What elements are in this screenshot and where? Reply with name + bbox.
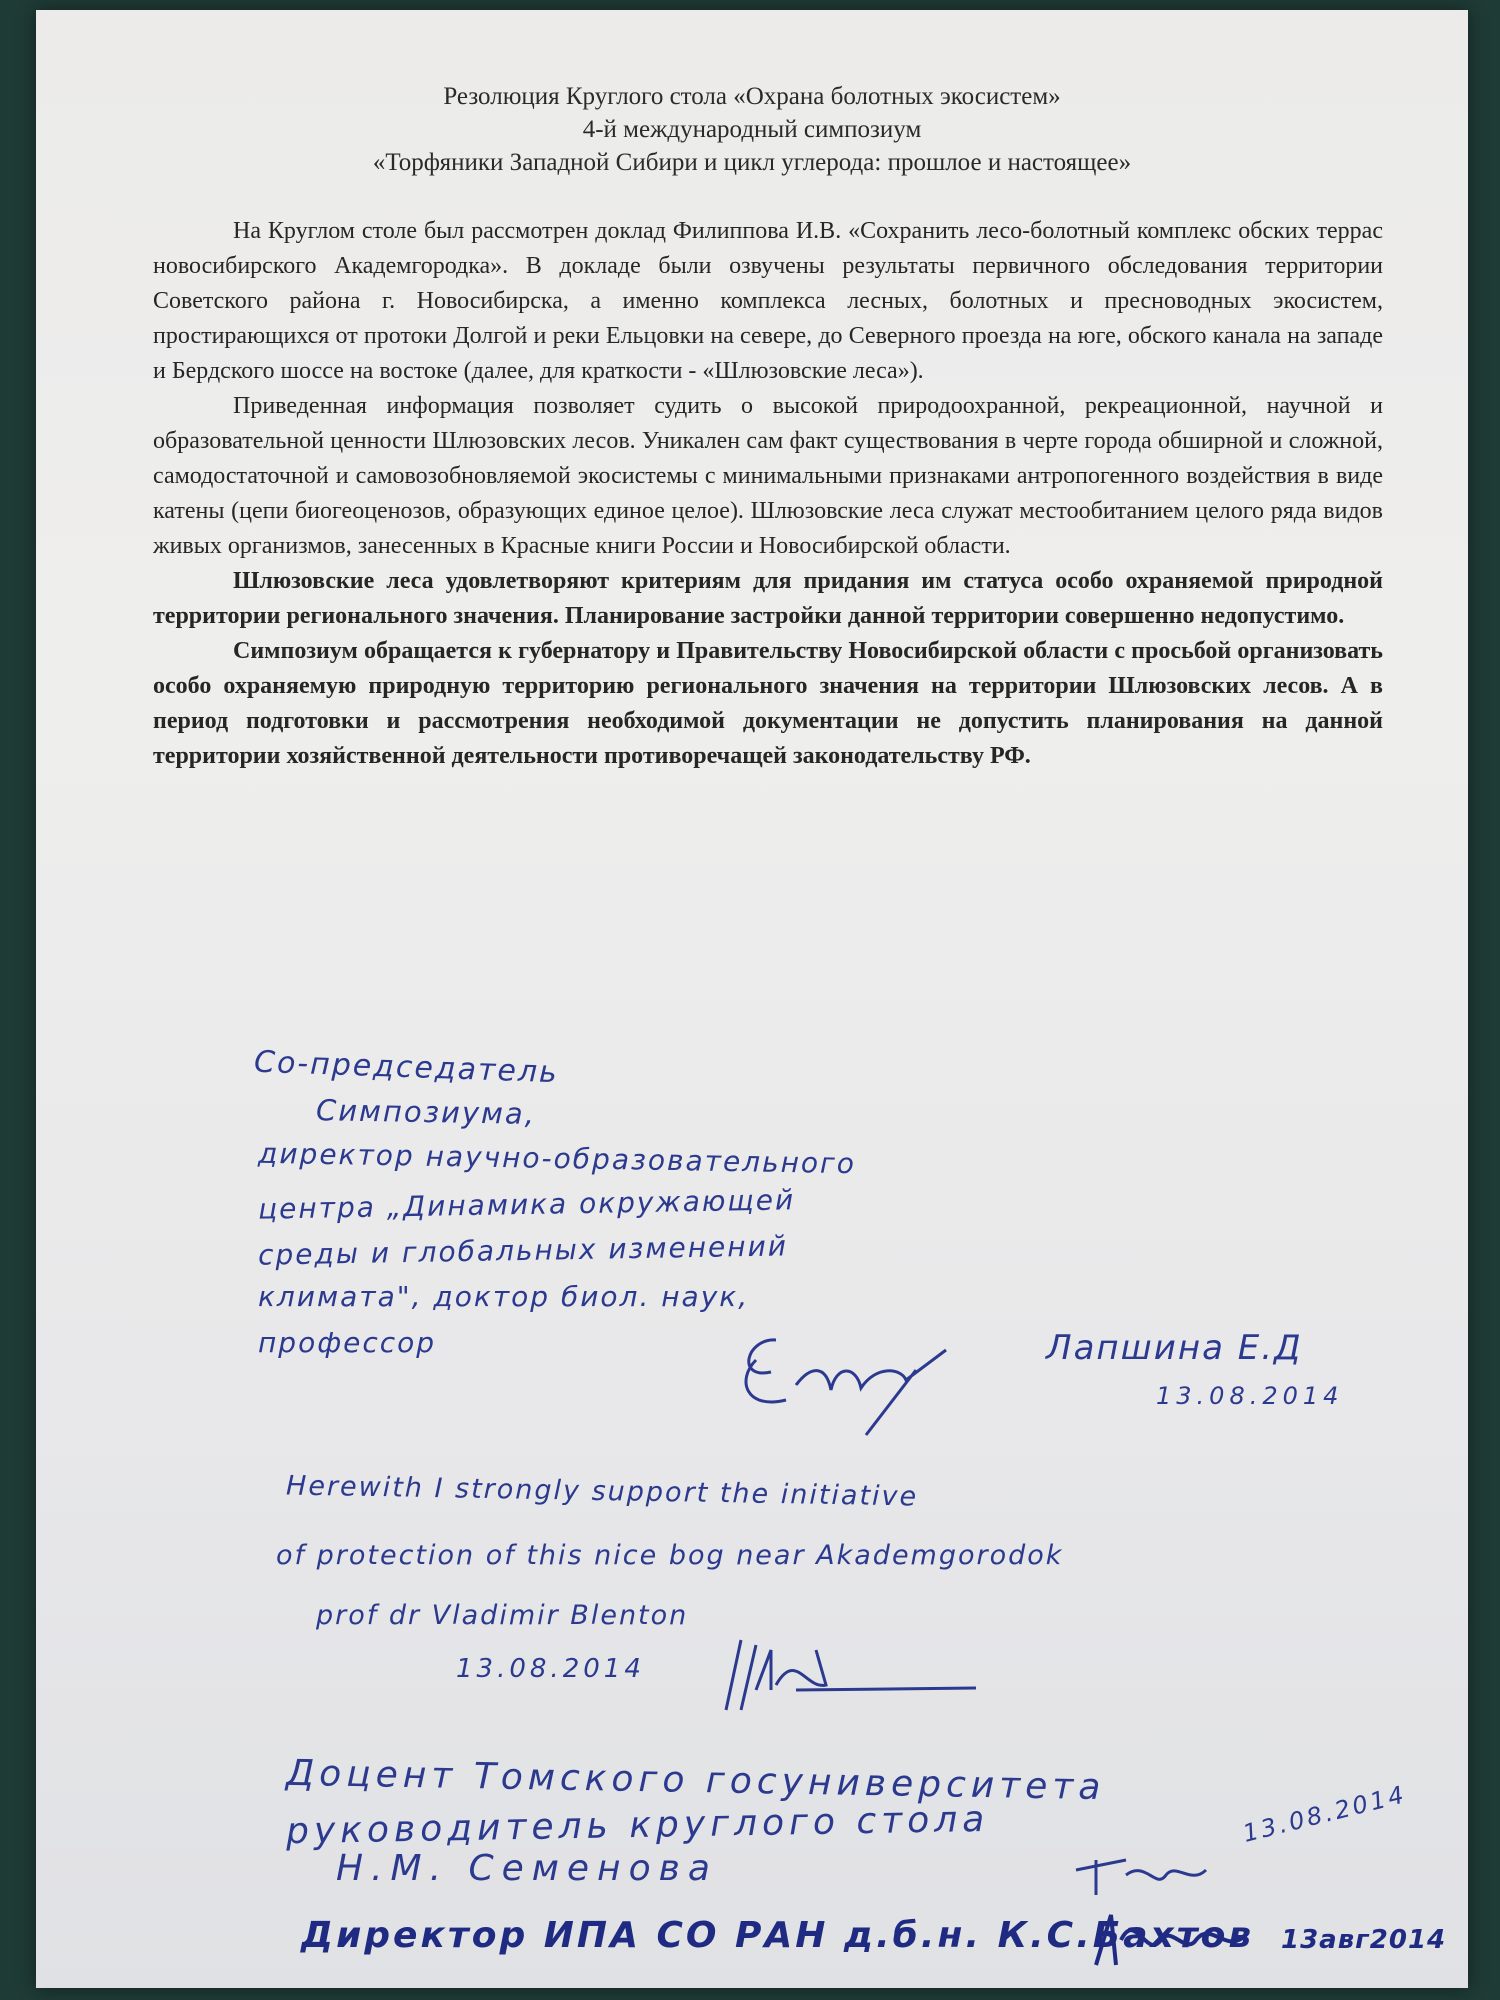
- paragraph-appeal: Симпозиум обращается к губернатору и Правительству Новосибирской области с просьбой организовать особо охраняемую природную территорию регионального значения на территории Шлюзовских лесов. А в период подготовки и рассмотрения необходимой документации не допустить планирования на данной территории хозяйственной деятельности противоречащей законодательству РФ.: [153, 638, 1383, 769]
- sig2-line-2: of protection of this nice bog near Akademgorodok: [276, 1540, 1064, 1571]
- sig3-line-2: руководитель круглого стола: [285, 1798, 990, 1853]
- signature-semenova: [1066, 1840, 1226, 1900]
- header-symposium: «Торфяники Западной Сибири и цикл углерода: прошлое и настоящее»: [372, 149, 1132, 176]
- sig3-date: 13.08.2014: [1240, 1780, 1410, 1848]
- document-header: [36, 80, 1468, 179]
- sig1-line-3: директор научно-образовательного: [257, 1136, 857, 1181]
- sig1-line-4: центра „Динамика окружающей: [257, 1183, 796, 1226]
- paragraph-report: На Круглом столе был рассмотрен доклад Филиппова И.В. «Сохранить лесо-болотный комплекс обских террас новосибирского Академгородка». В докладе были озвучены результаты первичного обследования территории Советского района г. Новосибирска, а именно комплекса лесных, болотных и пресноводных экосистем, простирающихся от протоки Долгой и реки Ельцовки на севере, до Северного проезда на юге, обского канала на западе и Бердского шоссе на востоке (далее, для краткости - «Шлюзовские леса»).: [153, 218, 1383, 384]
- signature-blenton: [686, 1630, 986, 1720]
- sig3-line-1: Доцент Томского госуниверситета: [285, 1752, 1106, 1809]
- document-sheet: [36, 10, 1468, 1988]
- header-subtitle: 4-й международный симпозиум: [582, 116, 922, 143]
- sig4-text: Директор ИПА СО РАН д.б.н. К.С.Бахтов: [301, 1915, 1255, 1956]
- sig1-line-7: профессор: [258, 1326, 437, 1359]
- resolution-body: [153, 214, 1383, 774]
- sig1-name: Лапшина Е.Д: [1046, 1328, 1303, 1368]
- sig1-line-2: Симпозиума,: [315, 1093, 537, 1131]
- sig1-line-6: климата", доктор биол. наук,: [258, 1280, 750, 1313]
- sig1-line-1: Со-председатель: [253, 1044, 560, 1091]
- sig2-line-3: prof dr Vladimir Blenton: [316, 1600, 689, 1631]
- paragraph-value: Приведенная информация позволяет судить о высокой природоохранной, рекреационной, научной и образовательной ценности Шлюзовских лесов. Уникален сам факт существования в черте города обширной и сложной, самодостаточной и самовозобновляемой экосистемы с минимальными признаками антропогенного воздействия в виде катены (цепи биогеоценозов, образующих единое целое). Шлюзовские леса служат местообитанием целого ряда видов живых организмов, занесенных в Красные книги России и Новосибирской области.: [153, 393, 1383, 559]
- sig4-date: 13авг2014: [1281, 1925, 1447, 1955]
- sig1-date: 13.08.2014: [1156, 1382, 1344, 1410]
- signature-bakhtov: [1086, 1900, 1266, 1980]
- paragraph-criteria: Шлюзовские леса удовлетворяют критериям для придания им статуса особо охраняемой природной территории регионального значения. Планирование застройки данной территории совершенно недопустимо.: [153, 568, 1383, 629]
- sig3-line-3: Н.М. Семенова: [336, 1848, 718, 1889]
- header-title: Резолюция Круглого стола «Охрана болотных экосистем»: [443, 83, 1061, 110]
- sig2-line-1: Herewith I strongly support the initiative: [285, 1470, 919, 1513]
- signature-lapshina: [716, 1310, 976, 1440]
- sig2-date: 13.08.2014: [456, 1654, 645, 1684]
- sig1-line-5: среды и глобальных изменений: [257, 1229, 789, 1272]
